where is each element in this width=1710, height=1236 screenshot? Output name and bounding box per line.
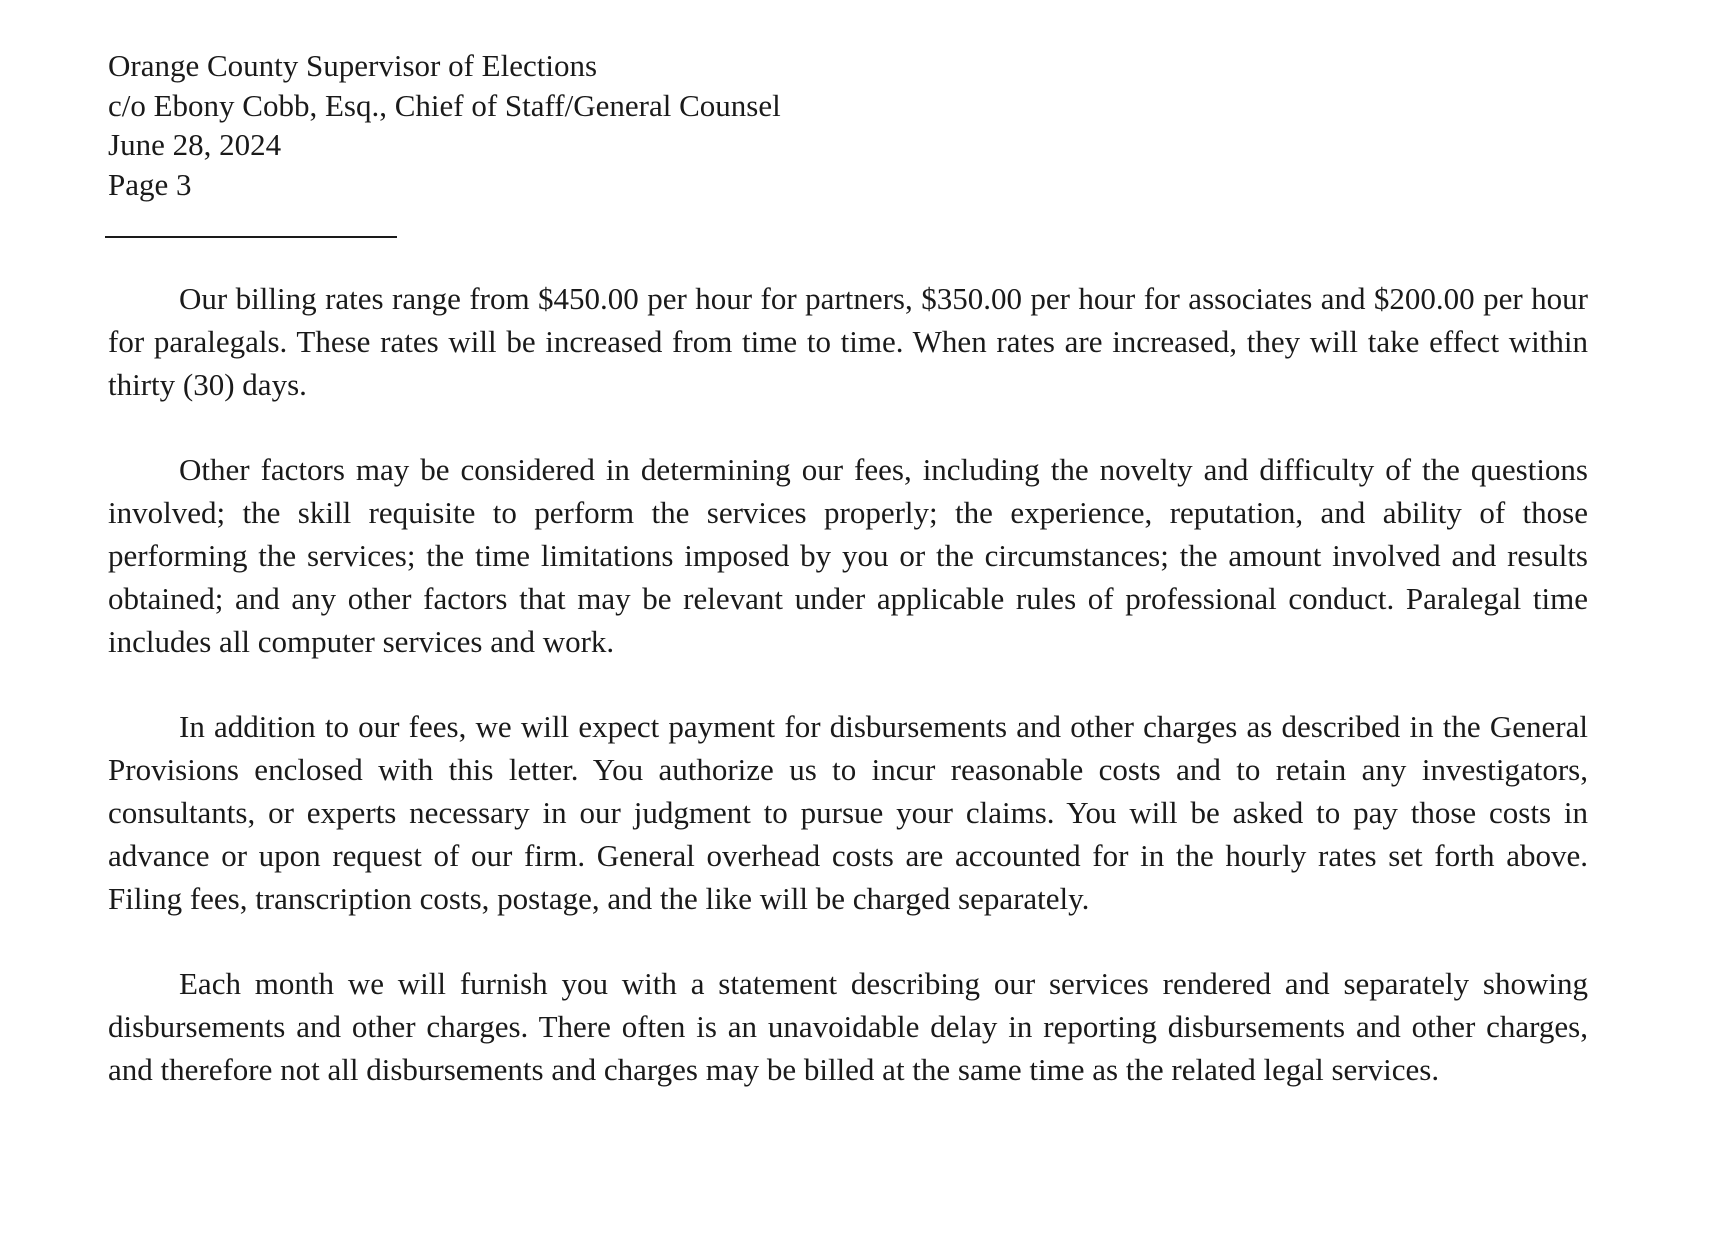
fee-factors-paragraph: Other factors may be considered in determining our fees, including the novelty and difficulty of the questions involved; the skill requisite to perform the services properly; the experience, reputation, and ability of those performing the services; the time limitations imposed by you or the circumstances; the amount involved and results obtained; and any other factors that may be relevant under applicable rules of professional conduct. Paralegal time includes all computer services and work.: [108, 452, 1588, 659]
disbursements-paragraph: In addition to our fees, we will expect payment for disbursements and other charges as described in the General Provisions enclosed with this letter. You authorize us to incur reasonable costs and to retain any investigators, consultants, or experts necessary in our judgment to pursue your claims. You will be asked to pay those costs in advance or upon request of our firm. General overhead costs are accounted for in the hourly rates set forth above. Filing fees, transcription costs, postage, and the like will be charged separately.: [108, 709, 1588, 916]
monthly-statement-paragraph: Each month we will furnish you with a statement describing our services rendered and separately showing disbursements and other charges. There often is an unavoidable delay in reporting disbursements and other charges, and therefore not all disbursements and charges may be billed at the same time as the related legal services.: [108, 966, 1588, 1087]
page-number: Page 3: [108, 166, 192, 202]
recipient-line: Orange County Supervisor of Elections: [108, 48, 598, 83]
header-divider: [105, 236, 397, 238]
letter-header: [108, 46, 781, 204]
letter-body: [108, 277, 1588, 1133]
date-line: June 28, 2024: [108, 127, 282, 162]
attention-line: c/o Ebony Cobb, Esq., Chief of Staff/General Counsel: [108, 87, 781, 123]
billing-rates-paragraph: Our billing rates range from $450.00 per hour for partners, $350.00 per hour for associates and $200.00 per hour for paralegals. These rates will be increased from time to time. When rates are increased, they will take effect within thirty (30) days.: [108, 281, 1588, 402]
